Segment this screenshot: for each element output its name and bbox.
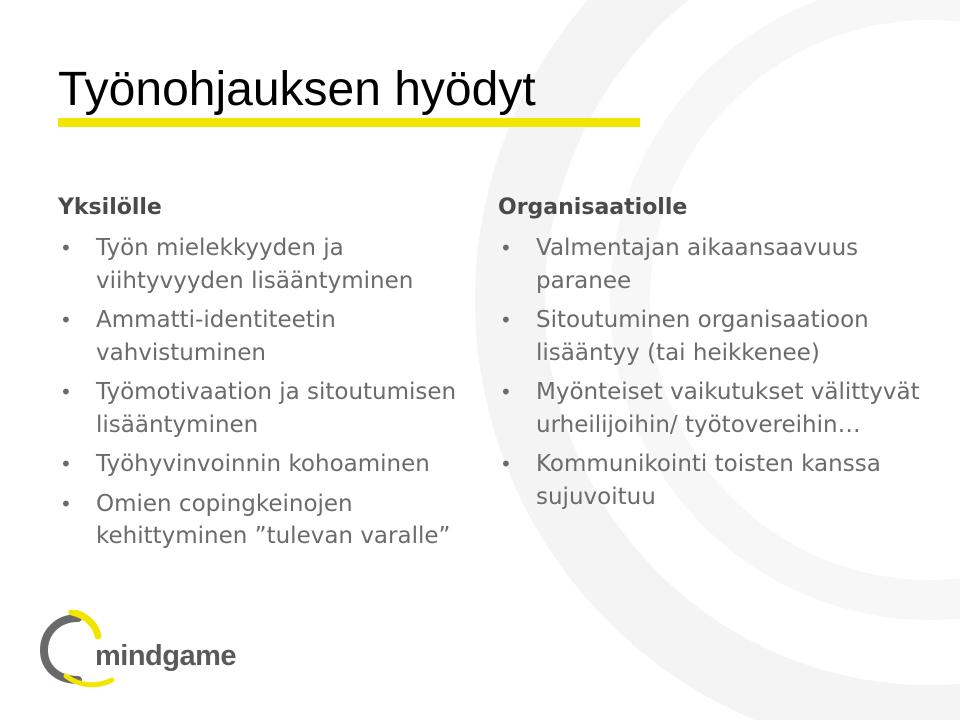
- list-item: [58, 488, 478, 553]
- right-column: [498, 194, 938, 520]
- list-item: [58, 304, 478, 369]
- left-column: [58, 194, 478, 560]
- bullet-icon: •: [60, 236, 72, 260]
- list-item: [498, 232, 938, 297]
- right-column-heading: Organisaatiolle: [498, 195, 688, 220]
- list-item-text: Työhyvinvoinnin kohoaminen: [96, 451, 430, 477]
- left-column-heading: Yksilölle: [58, 195, 162, 220]
- bullet-icon: •: [60, 308, 72, 332]
- right-bullet-list: [498, 232, 938, 513]
- title-underline: [58, 118, 640, 127]
- list-item-text: Työn mielekkyyden ja viihtyvyyden lisääntyminen: [96, 235, 414, 294]
- left-bullet-list: [58, 232, 478, 553]
- bullet-icon: •: [60, 380, 72, 404]
- list-item-text: Valmentajan aikaansaavuus paranee: [536, 235, 859, 294]
- list-item-text: Työmotivaation ja sitoutumisen lisääntyminen: [96, 379, 457, 438]
- bullet-icon: •: [60, 491, 72, 516]
- list-item: [498, 448, 938, 513]
- bullet-icon: •: [500, 308, 512, 332]
- list-item: [498, 376, 938, 441]
- bullet-icon: •: [500, 452, 512, 476]
- list-item-text: Kommunikointi toisten kanssa sujuvoituu: [536, 451, 881, 510]
- list-item-text: Ammatti-identiteetin vahvistuminen: [96, 307, 336, 366]
- bullet-icon: •: [500, 236, 512, 260]
- list-item-text: Omien copingkeinojen kehittyminen ”tulevan varalle”: [96, 490, 451, 549]
- list-item-text: Myönteiset vaikutukset välittyvät urheilijoihin/ työtovereihin…: [536, 379, 920, 438]
- list-item: [498, 304, 938, 369]
- slide-title: Työnohjauksen hyödyt: [58, 63, 536, 116]
- list-item: [58, 376, 478, 441]
- list-item: [58, 448, 478, 481]
- logo-text: mindgame: [95, 640, 237, 672]
- list-item-text: Sitoutuminen organisaatioon lisääntyy (tai heikkenee): [536, 307, 869, 366]
- mindgame-logo: [38, 610, 237, 690]
- list-item: [58, 232, 478, 297]
- bullet-icon: •: [60, 452, 72, 476]
- bullet-icon: •: [500, 380, 512, 404]
